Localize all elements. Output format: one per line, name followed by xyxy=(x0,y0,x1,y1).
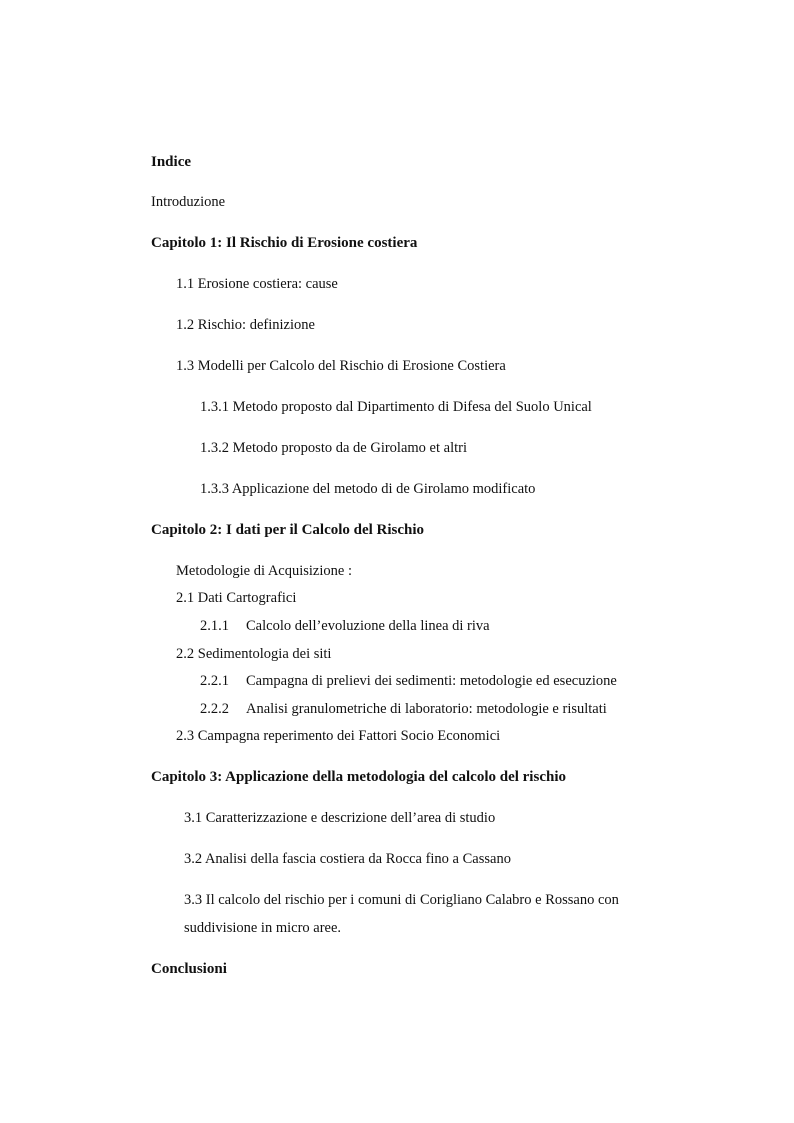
toc-item-1-3-3: 1.3.3 Applicazione del metodo di de Girolamo modificato xyxy=(200,481,536,497)
toc-item-3-3: 3.3 Il calcolo del rischio per i comuni di Corigliano Calabro e Rossano con xyxy=(184,892,619,908)
toc-text: Analisi granulometriche di laboratorio: metodologie e risultati xyxy=(246,701,607,717)
toc-item-1-2: 1.2 Rischio: definizione xyxy=(176,317,315,333)
toc-item-3-2: 3.2 Analisi della fascia costiera da Rocca fino a Cassano xyxy=(184,851,511,867)
toc-conclusions: Conclusioni xyxy=(151,961,227,977)
toc-item-1-3-1: 1.3.1 Metodo proposto dal Dipartimento di Difesa del Suolo Unical xyxy=(200,399,592,415)
toc-item-1-1: 1.1 Erosione costiera: cause xyxy=(176,276,338,292)
toc-methods-label: Metodologie di Acquisizione : xyxy=(176,563,352,579)
toc-number: 2.2.1 xyxy=(200,673,229,689)
toc-item-1-3-2: 1.3.2 Metodo proposto da de Girolamo et altri xyxy=(200,440,467,456)
toc-chapter-2: Capitolo 2: I dati per il Calcolo del Rischio xyxy=(151,522,425,538)
toc-item-2-2-2 xyxy=(200,700,607,718)
toc-chapter-3: Capitolo 3: Applicazione della metodologia del calcolo del rischio xyxy=(151,769,566,785)
toc-item-1-3: 1.3 Modelli per Calcolo del Rischio di Erosione Costiera xyxy=(176,358,506,374)
toc-number: 2.1.1 xyxy=(200,618,229,634)
toc-introduction: Introduzione xyxy=(151,194,226,210)
toc-item-3-1: 3.1 Caratterizzazione e descrizione dell’area di studio xyxy=(184,810,496,826)
index-heading: Indice xyxy=(151,154,192,170)
toc-item-2-1: 2.1 Dati Cartografici xyxy=(176,590,297,606)
toc-item-2-2-1 xyxy=(200,672,617,690)
toc-number: 2.2.2 xyxy=(200,701,229,717)
toc-chapter-1: Capitolo 1: Il Rischio di Erosione costiera xyxy=(151,235,418,251)
toc-item-2-1-1 xyxy=(200,617,490,635)
toc-text: Calcolo dell’evoluzione della linea di riva xyxy=(246,618,490,634)
toc-text: Campagna di prelievi dei sedimenti: metodologie ed esecuzione xyxy=(246,673,617,689)
toc-item-3-3-continued: suddivisione in micro aree. xyxy=(184,920,342,936)
toc-item-2-3: 2.3 Campagna reperimento dei Fattori Socio Economici xyxy=(176,728,501,744)
toc-item-2-2: 2.2 Sedimentologia dei siti xyxy=(176,646,332,662)
